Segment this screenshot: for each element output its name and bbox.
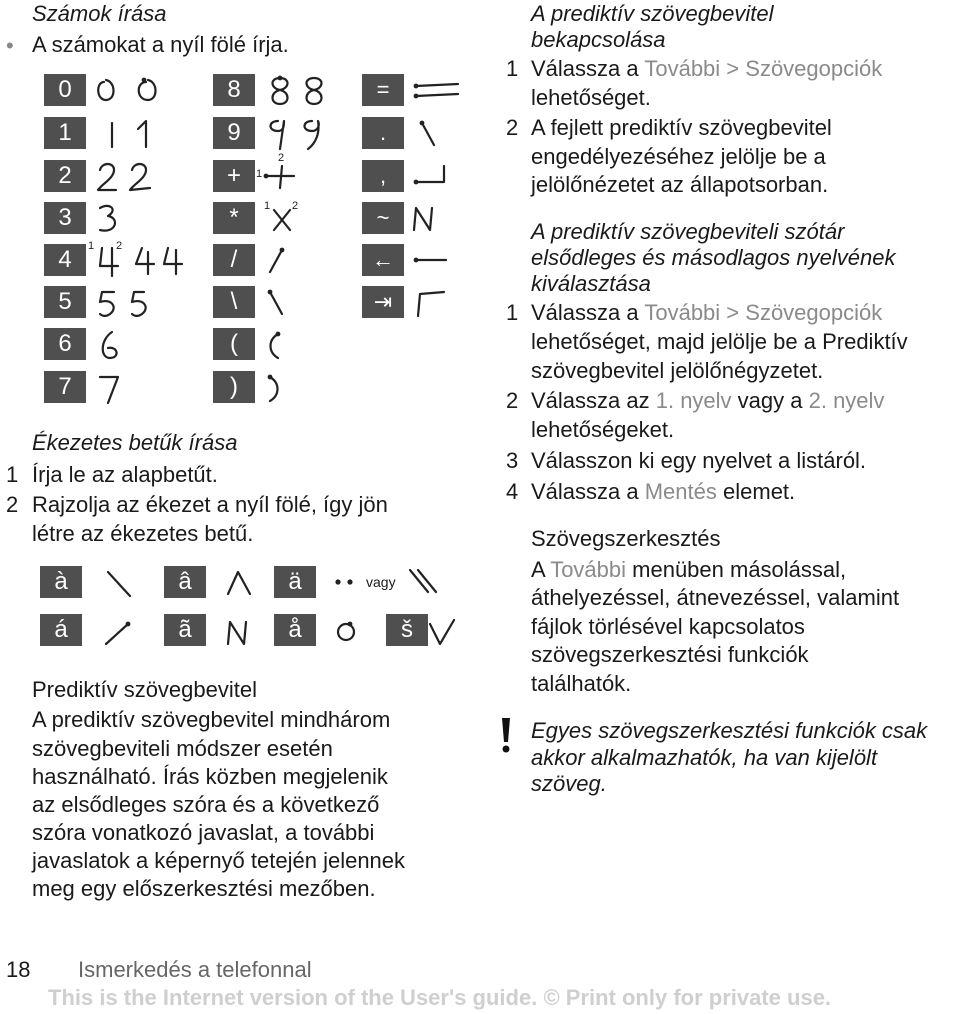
stroke-comma-icon <box>410 160 460 194</box>
stroke-0-icon <box>94 74 174 108</box>
stroke-4-icon <box>94 244 194 278</box>
stroke-3-icon <box>94 202 134 236</box>
dict-step-number: 2 <box>506 388 519 413</box>
stroke-8-icon <box>262 74 342 108</box>
dict-separator: vagy a <box>731 388 809 413</box>
accent-step-2-text: Rajzolja az ékezet a nyíl fölé, így jön <box>32 492 388 517</box>
stroke-ring-icon <box>332 614 362 648</box>
edit-text: szövegszerkesztési funkciók <box>531 642 809 667</box>
stroke-acute-icon <box>100 614 140 648</box>
stroke-umlaut-icon <box>332 566 362 600</box>
edit-line <box>531 583 899 612</box>
dict-heading-line-1: A prediktív szövegbeviteli szótár <box>531 219 845 244</box>
activate-separator: > <box>720 56 746 81</box>
activate-menu-highlight: Szövegopciók <box>745 56 883 81</box>
note-line-2: akkor alkalmazhatók, ha van kijelölt <box>531 745 878 770</box>
key-comma: , <box>362 160 404 192</box>
key-5: 5 <box>44 286 86 318</box>
dict-step-line <box>531 477 795 506</box>
edit-line <box>531 612 805 641</box>
stroke-4-order-2: 2 <box>116 240 123 252</box>
stroke-backspace-icon <box>410 244 460 278</box>
edit-text: találhatók. <box>531 671 632 696</box>
stroke-asterisk-icon <box>270 202 310 236</box>
dict-step-text: elemet. <box>716 479 796 504</box>
dict-step-number: 3 <box>506 448 519 473</box>
dict-heading-line-3: kiválasztása <box>531 271 651 296</box>
dict-step-text: szövegbevitel jelölőnégyzetet. <box>531 358 824 383</box>
dict-menu-highlight: További <box>644 300 721 325</box>
dict-step-line <box>531 356 823 385</box>
stroke-asterisk-order-1: 1 <box>264 200 271 212</box>
key-a-circumflex: â <box>164 566 206 598</box>
note-line-1: Egyes szövegszerkesztési funkciók csak <box>531 718 928 743</box>
activate-step-line <box>531 83 651 112</box>
dict-step-text: Válassza az <box>531 388 656 413</box>
stroke-tilde-accent-icon <box>222 614 262 648</box>
activate-step-line <box>531 113 832 142</box>
predictive-line-4: az elsődleges szóra és a következő <box>32 792 380 817</box>
page-number: 18 <box>6 957 31 982</box>
predictive-line-7: meg egy előszerkesztési mezőben. <box>32 876 376 901</box>
key-3: 3 <box>44 202 86 234</box>
stroke-backslash-icon <box>262 286 302 320</box>
stroke-plus-order-2: 2 <box>278 152 285 164</box>
key-a-umlaut: ä <box>274 566 316 598</box>
activate-step-number: 2 <box>506 115 519 140</box>
dict-step-line <box>531 298 882 327</box>
predictive-line-1: A prediktív szövegbevitel mindhárom <box>32 707 391 732</box>
key-asterisk: * <box>213 202 255 234</box>
dict-step-line <box>531 327 908 356</box>
activate-heading-line-2: bekapcsolása <box>531 27 666 52</box>
key-2: 2 <box>44 160 86 192</box>
predictive-line-5: szóra vonatkozó javaslat, a további <box>32 820 375 845</box>
activate-step-line <box>531 170 828 199</box>
key-tilde: ~ <box>362 202 404 234</box>
stroke-period-icon <box>410 117 450 151</box>
predictive-heading: Prediktív szövegbevitel <box>32 677 257 702</box>
numbers-bullet-text: A számokat a nyíl fölé írja. <box>32 32 289 57</box>
edit-text: áthelyezéssel, átnevezéssel, valamint <box>531 585 900 610</box>
key-tab-arrow: ⇥ <box>362 286 404 318</box>
activate-heading-line-1: A prediktív szövegbevitel <box>531 1 774 26</box>
predictive-line-2: szövegbeviteli módszer esetén <box>32 736 333 761</box>
key-a-acute: á <box>40 614 82 646</box>
dict-step-text: lehetőséget, majd jelölje be a Prediktív <box>531 329 908 354</box>
dict-separator: > <box>720 300 746 325</box>
dict-menu-highlight: Mentés <box>644 479 717 504</box>
accent-step-2-number: 2 <box>6 492 19 517</box>
activate-step-line <box>531 54 882 83</box>
stroke-open-paren-icon <box>262 328 302 362</box>
key-backspace-arrow: ← <box>362 244 404 276</box>
activate-step-line <box>531 142 826 171</box>
key-close-paren: ) <box>213 371 255 403</box>
key-0: 0 <box>44 74 86 106</box>
edit-text: fájlok törlésével kapcsolatos <box>531 614 805 639</box>
edit-line <box>531 669 631 698</box>
note-line-3: szöveg. <box>531 771 607 796</box>
stroke-tilde-icon <box>410 202 450 236</box>
numbers-heading: Számok írása <box>32 1 167 26</box>
activate-step-number: 1 <box>506 56 519 81</box>
dict-step-text: lehetőségeket. <box>531 417 675 442</box>
edit-text: A <box>531 557 551 582</box>
accent-or-label: vagy <box>366 574 396 590</box>
dict-heading-line-2: elsődleges és másodlagos nyelvének <box>531 245 896 270</box>
activate-step-text: A fejlett prediktív szövegbevitel <box>531 115 832 140</box>
stroke-circumflex-icon <box>222 566 262 600</box>
stroke-equals-icon <box>410 74 470 108</box>
key-s-caron: š <box>386 614 428 646</box>
stroke-caron-icon <box>426 614 466 648</box>
key-7: 7 <box>44 371 86 403</box>
dict-step-text: Válassza a <box>531 479 645 504</box>
activate-step-text: jelölőnézetet az állapotsorban. <box>531 172 829 197</box>
accent-step-2-text-cont: létre az ékezetes betű. <box>32 521 254 546</box>
dict-step-number: 1 <box>506 300 519 325</box>
dict-menu-highlight: Szövegopciók <box>745 300 883 325</box>
key-a-ring: å <box>274 614 316 646</box>
stroke-1-icon <box>94 117 174 151</box>
key-period: . <box>362 117 404 149</box>
edit-line <box>531 555 846 584</box>
predictive-line-3: használható. Írás közben megjelenik <box>32 764 388 789</box>
stroke-2-icon <box>94 160 174 194</box>
activate-menu-highlight: További <box>644 56 721 81</box>
stroke-plus-order-1: 1 <box>256 168 263 180</box>
accent-step-1-text: Írja le az alapbetűt. <box>32 462 218 487</box>
key-8: 8 <box>213 74 255 106</box>
stroke-close-paren-icon <box>262 371 302 405</box>
stroke-tab-icon <box>410 286 460 320</box>
stroke-4-order-1: 1 <box>88 240 95 252</box>
stroke-grave-icon <box>100 566 140 600</box>
key-a-tilde: ã <box>164 614 206 646</box>
activate-step-text: Válassza a <box>531 56 645 81</box>
activate-step-text: lehetőséget. <box>531 85 651 110</box>
stroke-7-icon <box>94 371 134 405</box>
edit-text: menüben másolással, <box>626 557 847 582</box>
section-title: Ismerkedés a telefonnal <box>78 957 312 982</box>
edit-line <box>531 640 809 669</box>
key-plus: + <box>213 160 255 192</box>
stroke-slash-icon <box>262 244 302 278</box>
dict-step-line <box>531 415 674 444</box>
key-1: 1 <box>44 117 86 149</box>
key-slash: / <box>213 244 255 276</box>
dict-step-line <box>531 446 866 475</box>
key-equals: = <box>362 74 404 106</box>
dict-step-line <box>531 386 884 415</box>
key-open-paren: ( <box>213 328 255 360</box>
key-backslash: \ <box>213 286 255 318</box>
bullet-dot: • <box>6 33 14 58</box>
stroke-6-icon <box>94 328 134 362</box>
dict-menu-highlight: 2. nyelv <box>808 388 885 413</box>
key-9: 9 <box>213 117 255 149</box>
key-6: 6 <box>44 328 86 360</box>
dict-step-text: Válassza a <box>531 300 645 325</box>
accent-heading: Ékezetes betűk írása <box>32 430 238 455</box>
dict-step-text: Válasszon ki egy nyelvet a listáról. <box>531 448 867 473</box>
key-4: 4 <box>44 244 86 276</box>
edit-menu-highlight: További <box>550 557 627 582</box>
dict-step-number: 4 <box>506 479 519 504</box>
exclamation-icon <box>496 716 516 756</box>
stroke-asterisk-order-2: 2 <box>292 200 299 212</box>
accent-step-1-number: 1 <box>6 462 19 487</box>
internet-version-notice: This is the Internet version of the User's guide. © Print only for private use. <box>48 985 832 1010</box>
stroke-umlaut-alt-icon <box>406 566 446 600</box>
key-a-grave: à <box>40 566 82 598</box>
edit-heading: Szövegszerkesztés <box>531 526 721 551</box>
activate-step-text: engedélyezéséhez jelölje be a <box>531 144 826 169</box>
stroke-5-icon <box>94 286 164 320</box>
stroke-plus-icon <box>262 160 302 194</box>
stroke-9-icon <box>262 117 342 151</box>
dict-menu-highlight: 1. nyelv <box>655 388 732 413</box>
predictive-line-6: javaslatok a képernyő tetején jelennek <box>32 848 406 873</box>
